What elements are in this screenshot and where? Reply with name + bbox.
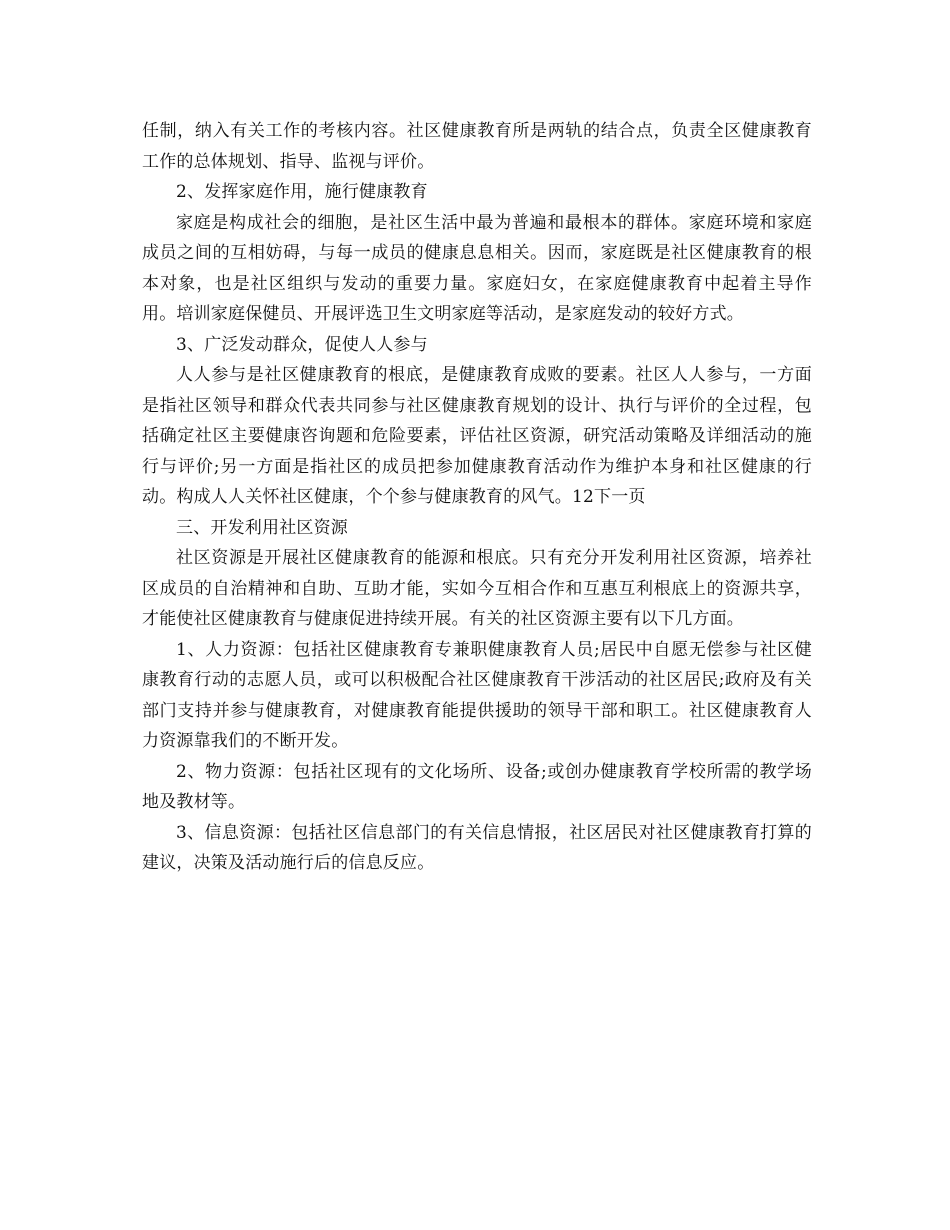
heading-community-resources: 三、开发利用社区资源 [176, 517, 348, 538]
document-body [142, 116, 812, 879]
paragraph-family-health: 家庭是构成社会的细胞，是社区生活中最为普遍和最根本的群体。家庭环境和家庭成员之间的互相妨碍，与每一成员的健康息息相关。因而，家庭既是社区健康教育的根本对象，也是社区组织与发动的重要力量。家庭妇女，在家庭健康教育中起着主导作用。培训家庭保健员、开展评选卫生文明家庭等活动，是家庭发动的较好方式。 [142, 212, 812, 324]
paragraph-material-resources: 2、物力资源：包括社区现有的文化场所、设备;或创办健康教育学校所需的教学场地及教材等。 [142, 761, 812, 812]
paragraph-public-participation: 人人参与是社区健康教育的根底，是健康教育成败的要素。社区人人参与，一方面是指社区领导和群众代表共同参与社区健康教育规划的设计、执行与评价的全过程，包括确定社区主要健康咨询题和危险要素，评估社区资源，研究活动策略及详细活动的施行与评价;另一方面是指社区的成员把参加健康教育活动作为维护本身和社区健康的行动。构成人人关怀社区健康，个个参与健康教育的风气。12下一页 [142, 365, 812, 507]
heading-mobilize-public: 3、广泛发动群众，促使人人参与 [176, 334, 428, 355]
paragraph-continued-responsibility: 任制，纳入有关工作的考核内容。社区健康教育所是两轨的结合点，负责全区健康教育工作的总体规划、指导、监视与评价。 [142, 121, 812, 172]
paragraph-human-resources: 1、人力资源：包括社区健康教育专兼职健康教育人员;居民中自愿无偿参与社区健康教育行动的志愿人员，或可以积极配合社区健康教育干涉活动的社区居民;政府及有关部门支持并参与健康教育，对健康教育能提供援助的领导干部和职工。社区健康教育人力资源靠我们的不断开发。 [142, 639, 812, 751]
paragraph-information-resources: 3、信息资源：包括社区信息部门的有关信息情报，社区居民对社区健康教育打算的建议，决策及活动施行后的信息反应。 [142, 822, 812, 873]
heading-family-role: 2、发挥家庭作用，施行健康教育 [176, 182, 428, 202]
paragraph-community-resources: 社区资源是开展社区健康教育的能源和根底。只有充分开发利用社区资源，培养社区成员的自治精神和自助、互助才能，实如今互相合作和互惠互利根底上的资源共享，才能使社区健康教育与健康促进持续开展。有关的社区资源主要有以下几方面。 [142, 548, 812, 629]
